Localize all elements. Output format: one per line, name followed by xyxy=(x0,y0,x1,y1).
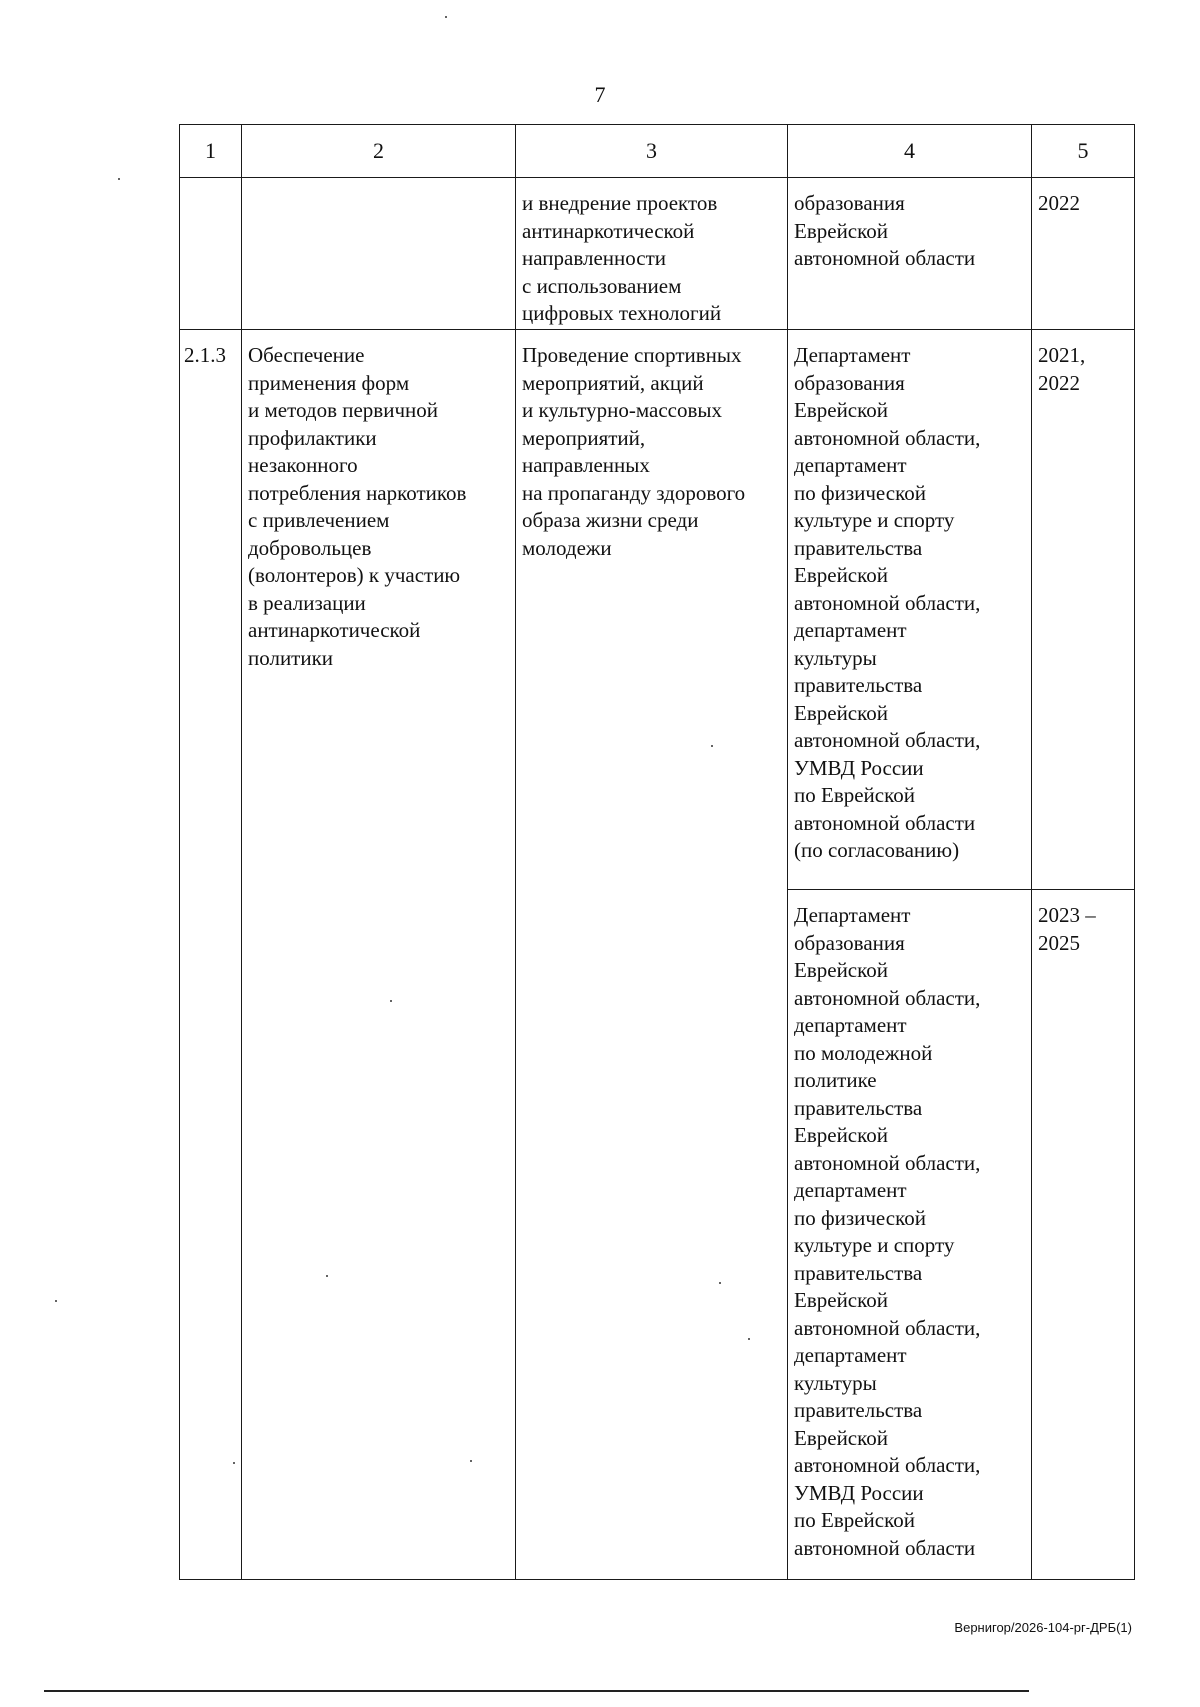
scan-speck xyxy=(118,178,120,180)
header-col-3: 3 xyxy=(516,125,788,178)
table-header-row xyxy=(180,125,1135,178)
executor-cell: Департамент образования Еврейской автономной области, департамент по молодежной политике правительства Еврейской автономной области, департамент по физической культуре и спорту правительства Еврейской автономной области, департамент культуры правительства Еврейской автономной области, УМВД России по Еврейской автономной области xyxy=(788,890,1032,1580)
scan-speck xyxy=(55,1300,57,1302)
scan-speck xyxy=(390,1000,392,1002)
period-cell: 2022 xyxy=(1032,178,1135,330)
table-row xyxy=(180,330,1135,890)
table-row xyxy=(180,178,1135,330)
page-number: 7 xyxy=(594,82,606,107)
content-cell: и внедрение проектов антинаркотической направленности с использованием цифровых технологий xyxy=(516,178,788,330)
action-plan-table xyxy=(179,124,1135,1580)
measure-cell xyxy=(242,178,516,330)
header-col-2: 2 xyxy=(242,125,516,178)
document-code: Вернигор/2026-104-рг-ДРБ(1) xyxy=(954,1620,1132,1635)
header-col-5: 5 xyxy=(1032,125,1135,178)
header-col-4: 4 xyxy=(788,125,1032,178)
bottom-rule xyxy=(44,1690,1029,1692)
executor-cell: Департамент образования Еврейской автономной области, департамент по физической культуре и спорту правительства Еврейской автономной области, департамент культуры правительства Еврейской автономной области, УМВД России по Еврейской автономной области (по согласованию) xyxy=(788,330,1032,890)
measure-cell: Обеспечение применения форм и методов первичной профилактики незаконного потребления наркотиков с привлечением добровольцев (волонтеров) к участию в реализации антинаркотической политики xyxy=(242,330,516,1580)
row-number: 2.1.3 xyxy=(180,330,242,1580)
scan-speck xyxy=(326,1275,328,1277)
executor-cell: образования Еврейской автономной области xyxy=(788,178,1032,330)
row-number xyxy=(180,178,242,330)
scan-speck xyxy=(445,16,447,18)
scan-speck xyxy=(470,1460,472,1462)
content-cell: Проведение спортивных мероприятий, акций и культурно-массовых мероприятий, направленных на пропаганду здорового образа жизни среди молодежи xyxy=(516,330,788,1580)
scan-speck xyxy=(719,1282,721,1284)
period-cell: 2023 – 2025 xyxy=(1032,890,1135,1580)
period-cell: 2021, 2022 xyxy=(1032,330,1135,890)
header-col-1: 1 xyxy=(180,125,242,178)
scan-speck xyxy=(711,745,713,747)
scan-speck xyxy=(233,1462,235,1464)
scan-speck xyxy=(748,1338,750,1340)
